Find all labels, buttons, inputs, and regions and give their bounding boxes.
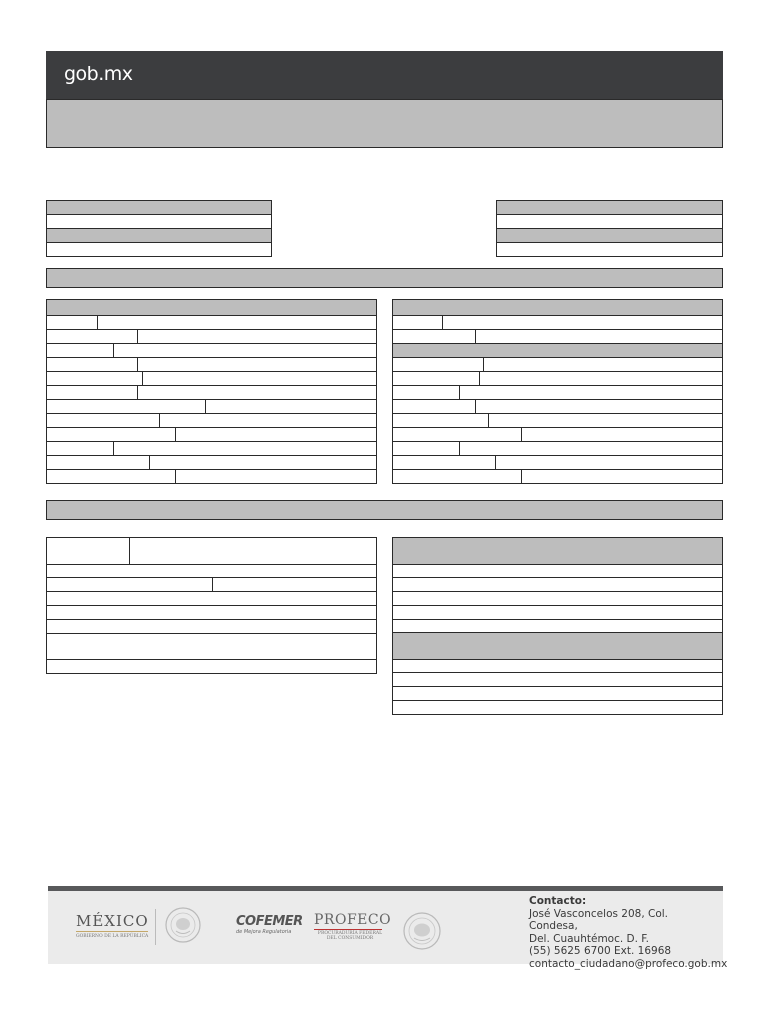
national-seal-icon [164, 906, 202, 944]
logo-divider [155, 909, 156, 945]
bottom-left-panel [46, 537, 377, 674]
form-row-tall[interactable] [47, 634, 376, 660]
form-row[interactable] [393, 687, 722, 701]
form-row[interactable] [393, 620, 722, 633]
form-row[interactable] [393, 386, 722, 400]
form-row[interactable] [47, 620, 376, 634]
field-label [47, 229, 271, 243]
contact-address-line-1: José Vasconcelos 208, Col. Condesa, [529, 907, 669, 932]
cofemer-logo[interactable] [236, 914, 303, 941]
bottom-right-panel [392, 537, 723, 715]
cofemer-logo-subtext: de Mejora Regulatoria [236, 929, 292, 935]
panel-header [393, 300, 722, 316]
form-row[interactable] [47, 442, 376, 456]
panel-header [393, 538, 722, 565]
form-row[interactable] [393, 400, 722, 414]
form-row-tall[interactable] [47, 538, 376, 565]
form-row[interactable] [393, 414, 722, 428]
contact-address-line-2: Del. Cuauhtémoc. D. F. [529, 932, 649, 945]
contact-phone[interactable]: (55) 5625 6700 Ext. 16968 [529, 945, 672, 957]
panel-subheader [393, 344, 722, 358]
top-right-field-group [496, 200, 723, 257]
footer [48, 891, 728, 970]
mexico-logo[interactable] [76, 913, 148, 943]
right-data-panel [392, 299, 723, 484]
contact-block [529, 895, 728, 970]
section-2-title-band [46, 500, 723, 520]
form-row[interactable] [47, 428, 376, 442]
form-row[interactable] [393, 330, 722, 344]
form-row[interactable] [47, 565, 376, 578]
form-row[interactable] [393, 456, 722, 470]
form-row[interactable] [393, 428, 722, 442]
form-row[interactable] [47, 400, 376, 414]
form-row[interactable] [393, 442, 722, 456]
form-row[interactable] [47, 344, 376, 358]
form-row[interactable] [47, 606, 376, 620]
form-row[interactable] [393, 660, 722, 673]
form-row[interactable] [393, 592, 722, 606]
form-row[interactable] [47, 316, 376, 330]
form-row[interactable] [393, 701, 722, 714]
cofemer-logo-text: COFEMER [236, 914, 303, 929]
panel-header [47, 300, 376, 316]
field-label [497, 229, 722, 243]
field-input[interactable] [47, 243, 271, 256]
mexico-logo-text: MÉXICO [76, 912, 149, 930]
national-seal-icon [402, 911, 442, 951]
contact-email[interactable]: contacto_ciudadano@profeco.gob.mx [529, 957, 728, 970]
form-row[interactable] [47, 358, 376, 372]
form-row[interactable] [393, 470, 722, 483]
top-left-field-group [46, 200, 272, 257]
header-title-band [46, 99, 723, 148]
form-row[interactable] [47, 578, 376, 592]
form-row[interactable] [393, 372, 722, 386]
form-row[interactable] [393, 565, 722, 578]
form-row[interactable] [393, 606, 722, 620]
section-1-title-band [46, 268, 723, 288]
form-row[interactable] [393, 673, 722, 687]
field-label [497, 201, 722, 215]
form-row[interactable] [393, 358, 722, 372]
profeco-logo-subtext-2: DEL CONSUMIDOR [326, 936, 374, 941]
profeco-logo-text: PROFECO [314, 912, 392, 928]
field-input[interactable] [47, 215, 271, 229]
profeco-logo[interactable] [314, 912, 392, 943]
form-row[interactable] [47, 414, 376, 428]
form-row[interactable] [47, 660, 376, 673]
panel-subheader [393, 633, 722, 660]
gob-mx-logo[interactable]: gob.mx [64, 63, 133, 85]
profeco-logo-subtext-1: PROCURADURÍA FEDERAL [317, 931, 383, 936]
field-label [47, 201, 271, 215]
form-row[interactable] [393, 316, 722, 330]
header-bar [46, 51, 723, 100]
form-row[interactable] [47, 372, 376, 386]
form-row[interactable] [47, 386, 376, 400]
mexico-logo-subtext: GOBIERNO DE LA REPÚBLICA [76, 934, 149, 939]
left-data-panel [46, 299, 377, 484]
field-input[interactable] [497, 243, 722, 256]
form-row[interactable] [47, 470, 376, 483]
contact-title: Contacto: [529, 895, 587, 907]
field-input[interactable] [497, 215, 722, 229]
form-row[interactable] [47, 330, 376, 344]
form-row[interactable] [47, 456, 376, 470]
form-row[interactable] [393, 578, 722, 592]
form-row[interactable] [47, 592, 376, 606]
